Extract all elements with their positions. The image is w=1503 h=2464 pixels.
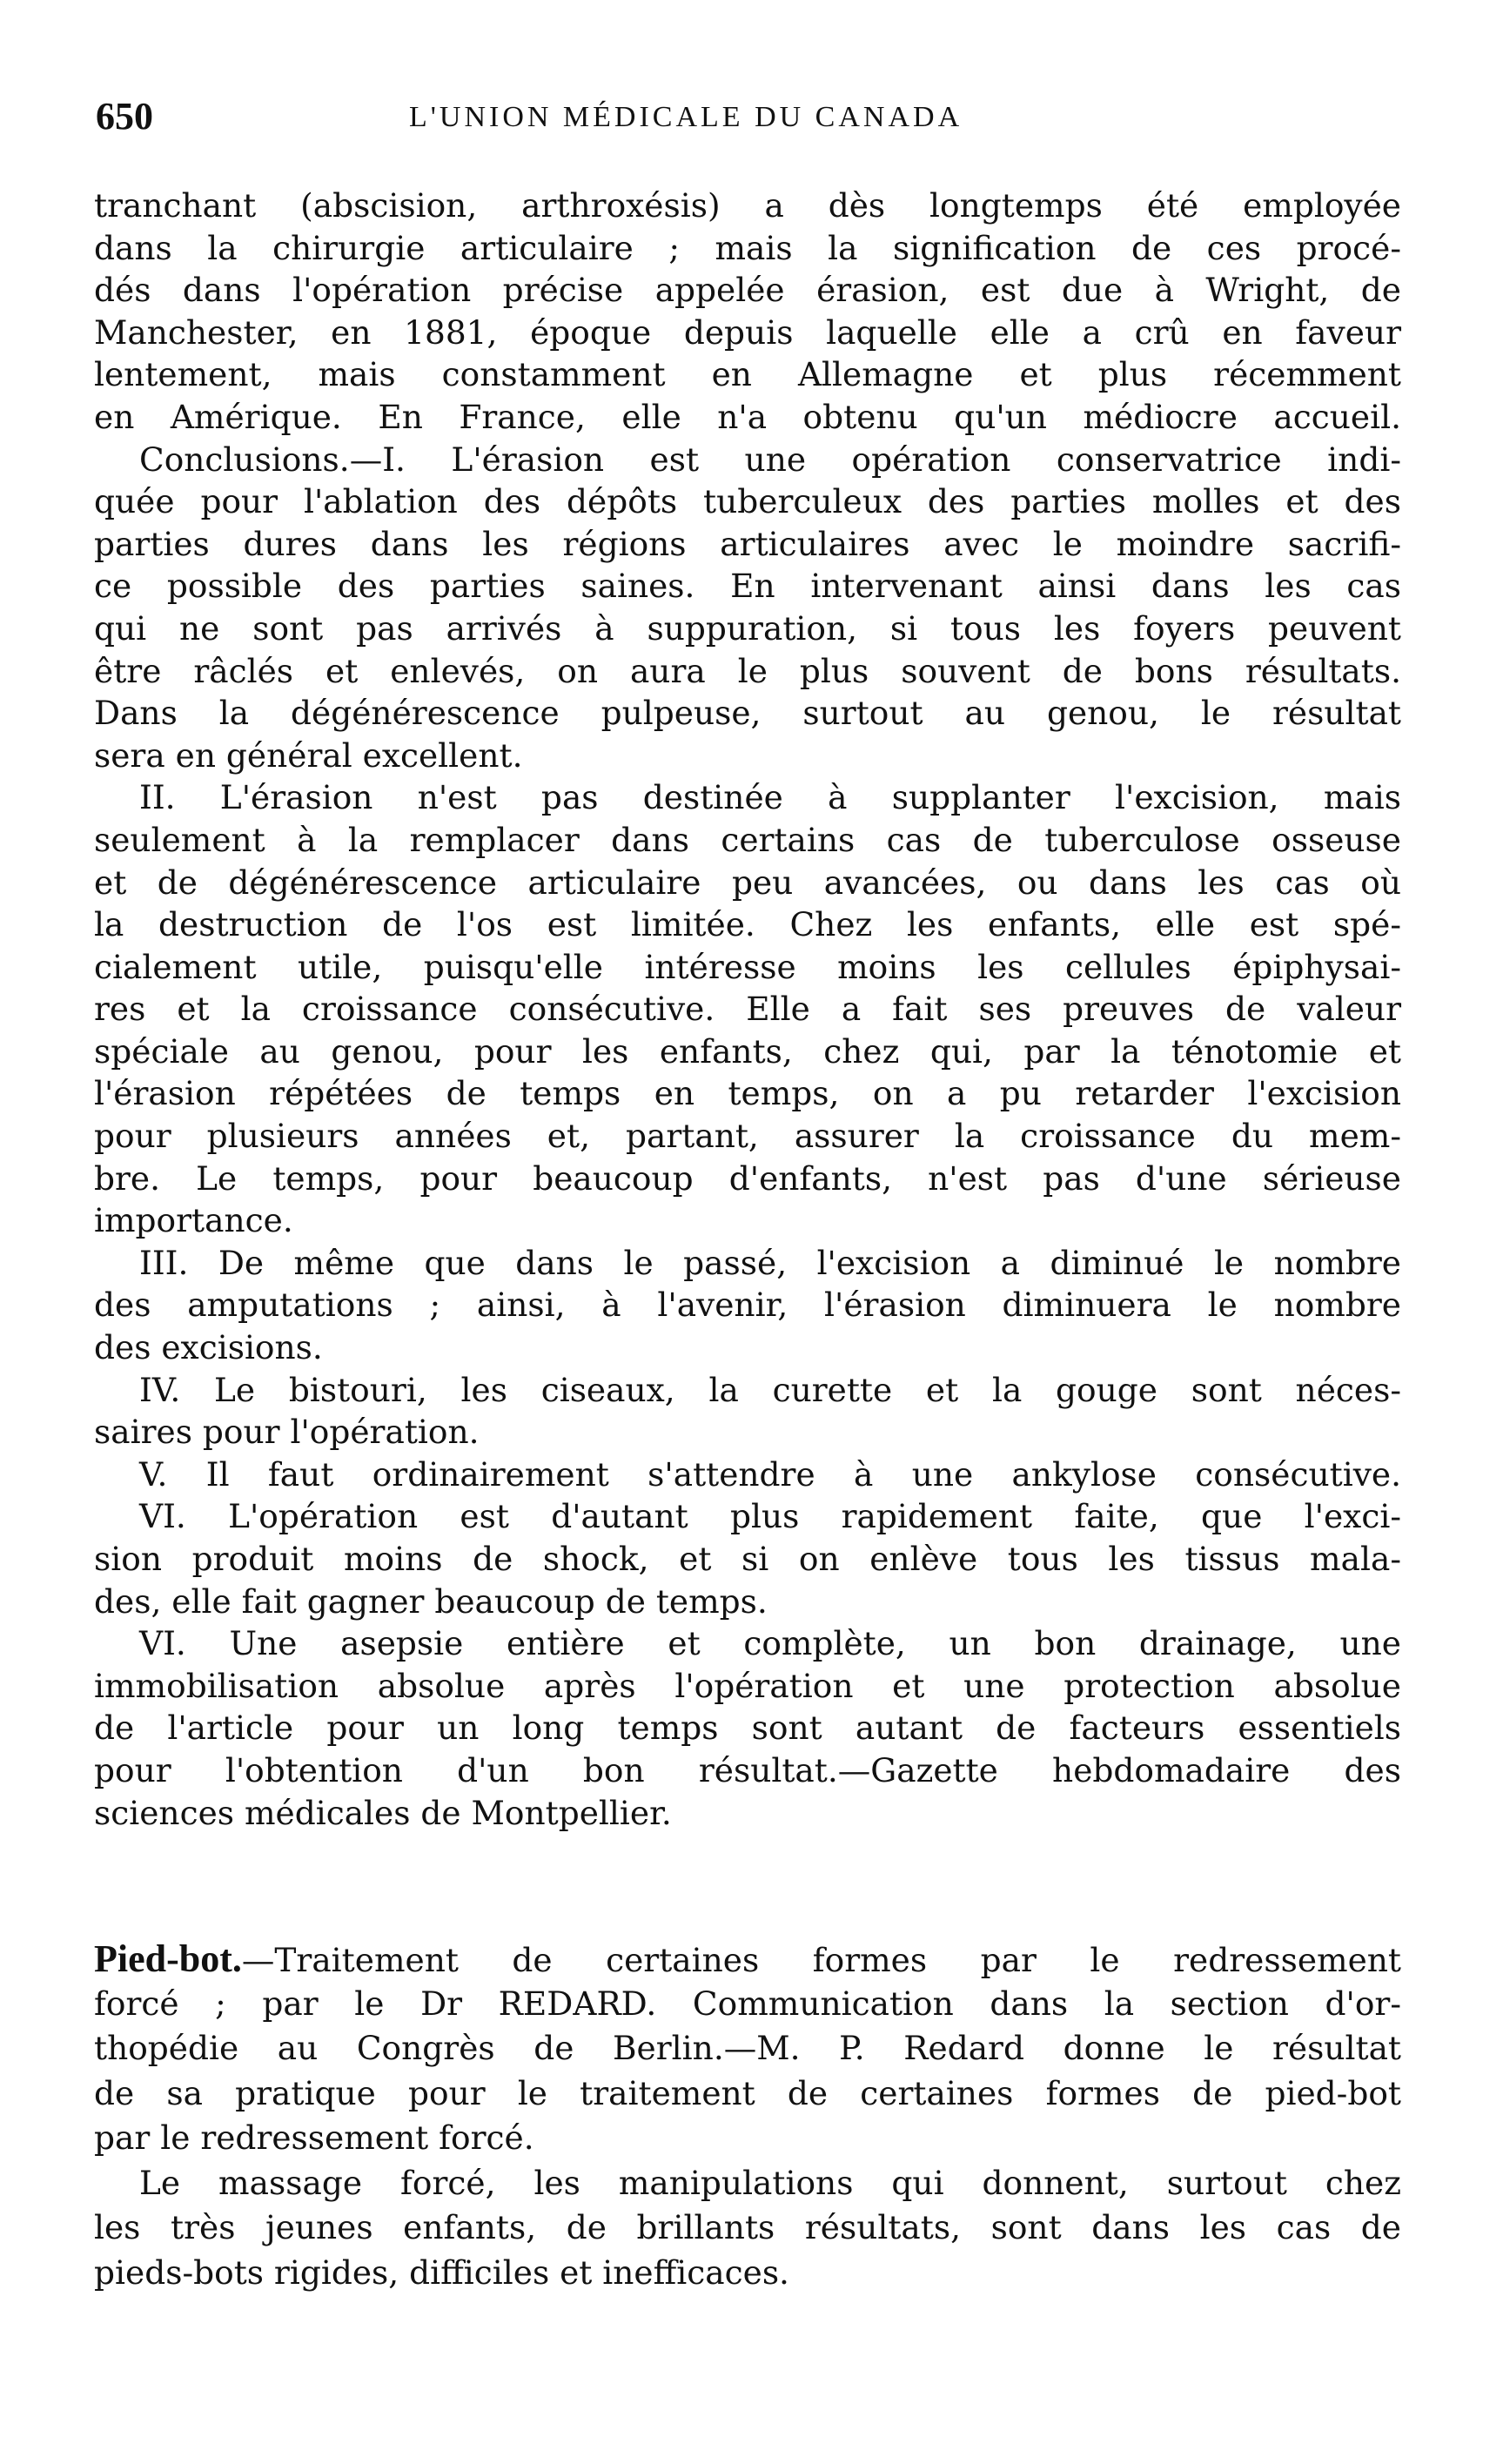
text-line: des excisions. <box>94 1328 323 1367</box>
text-line: dans la chirurgie articulaire ; mais la signification de ces procé- <box>94 228 1401 267</box>
text-line: quée pour l'ablation des dépôts tuberculeux des parties molles et des <box>94 482 1401 521</box>
running-head <box>96 94 1401 146</box>
text-line: en Amérique. En France, elle n'a obtenu qu'un médiocre accueil. <box>94 397 1401 436</box>
text-line <box>94 1937 1401 1982</box>
text-line: spéciale au genou, pour les enfants, chez qui, par la ténotomie et <box>94 1031 1401 1071</box>
text-line: par le redressement forcé. <box>94 2118 534 2158</box>
text-line: thopédie au Congrès de Berlin.—M. P. Redard donne le résultat <box>94 2029 1401 2068</box>
section-gap <box>94 1834 1401 1937</box>
section-heading: Pied-bot. <box>94 1937 242 1981</box>
text-line: sciences médicales de Montpellier. <box>94 1793 672 1832</box>
text-line: importance. <box>94 1201 293 1240</box>
text-line: V. Il faut ordinairement s'attendre à une ankylose consécutive. <box>139 1454 1401 1494</box>
text-line: cialement utile, puisqu'elle intéresse moins les cellules épiphysai- <box>94 947 1401 986</box>
text-line: immobilisation absolue après l'opération et une protection absolue <box>94 1666 1401 1705</box>
text-line: la destruction de l'os est limitée. Chez les enfants, elle est spé- <box>94 905 1401 944</box>
text-line: qui ne sont pas arrivés à suppuration, si tous les foyers peuvent <box>94 608 1401 648</box>
text-line: Manchester, en 1881, époque depuis laquelle elle a crû en faveur <box>94 312 1401 352</box>
text-line: pieds-bots rigides, difficiles et inefficaces. <box>94 2253 789 2292</box>
text-line: tranchant (abscision, arthroxésis) a dès longtemps été employée <box>94 186 1401 225</box>
text-line: des, elle fait gagner beaucoup de temps. <box>94 1581 768 1621</box>
text-line: Conclusions.—I. L'érasion est une opération conservatrice indi- <box>139 440 1401 479</box>
text-line: pour plusieurs années et, partant, assurer la croissance du mem- <box>94 1117 1401 1156</box>
text-line: bre. Le temps, pour beaucoup d'enfants, n'est pas d'une sérieuse <box>94 1158 1401 1198</box>
journal-title: L'UNION MÉDICALE DU CANADA <box>409 101 963 133</box>
text-line: forcé ; par le Dr REDARD. Communication dans la section d'or- <box>94 1984 1401 2023</box>
text-line: et de dégénérescence articulaire peu avancées, ou dans les cas où <box>94 863 1401 902</box>
text-line: res et la croissance consécutive. Elle a fait ses preuves de valeur <box>94 990 1401 1029</box>
text-line: seulement à la remplacer dans certains cas de tuberculose osseuse <box>94 820 1401 859</box>
text-line: sera en général excellent. <box>94 735 523 775</box>
article-pied-bot <box>94 1937 1401 2295</box>
text-line: être râclés et enlevés, on aura le plus souvent de bons résultats. <box>94 651 1401 690</box>
text-line: lentement, mais constamment en Allemagne et plus récemment <box>94 355 1401 394</box>
text-line: VI. L'opération est d'autant plus rapidement faite, que l'exci- <box>139 1497 1401 1536</box>
text-line: des amputations ; ainsi, à l'avenir, l'érasion diminuera le nombre <box>94 1286 1401 1325</box>
text-line: saires pour l'opération. <box>94 1413 480 1452</box>
text-line: parties dures dans les régions articulaires avec le moindre sacrifi- <box>94 524 1401 563</box>
text-line: VI. Une asepsie entière et complète, un bon drainage, une <box>139 1624 1401 1663</box>
text-line: IV. Le bistouri, les ciseaux, la curette et la gouge sont néces- <box>139 1370 1401 1409</box>
text-line: l'érasion répétées de temps en temps, on a pu retarder l'excision <box>94 1074 1401 1113</box>
text-line: Dans la dégénérescence pulpeuse, surtout au genou, le résultat <box>94 694 1401 733</box>
text-line: pour l'obtention d'un bon résultat.—Gazette hebdomadaire des <box>94 1750 1401 1789</box>
text-line: Le massage forcé, les manipulations qui donnent, surtout chez <box>139 2163 1401 2202</box>
text-line: de sa pratique pour le traitement de certaines formes de pied-bot <box>94 2073 1401 2112</box>
text-line: ce possible des parties saines. En intervenant ainsi dans les cas <box>94 567 1401 606</box>
page-number: 650 <box>96 95 153 138</box>
section-heading-text: —Traitement de certaines formes par le redressement <box>241 1941 1401 1980</box>
text-line: dés dans l'opération précise appelée érasion, est due à Wright, de <box>94 271 1401 310</box>
text-line: de l'article pour un long temps sont autant de facteurs essentiels <box>94 1709 1401 1748</box>
article-conclusions <box>94 185 1401 1834</box>
text-line: II. L'érasion n'est pas destinée à supplanter l'excision, mais <box>139 778 1401 817</box>
article-body <box>94 185 1401 2295</box>
text-line: sion produit moins de shock, et si on enlève tous les tissus mala- <box>94 1540 1401 1578</box>
text-line: les très jeunes enfants, de brillants résultats, sont dans les cas de <box>94 2208 1401 2247</box>
text-line: III. De même que dans le passé, l'excision a diminué le nombre <box>139 1243 1401 1282</box>
